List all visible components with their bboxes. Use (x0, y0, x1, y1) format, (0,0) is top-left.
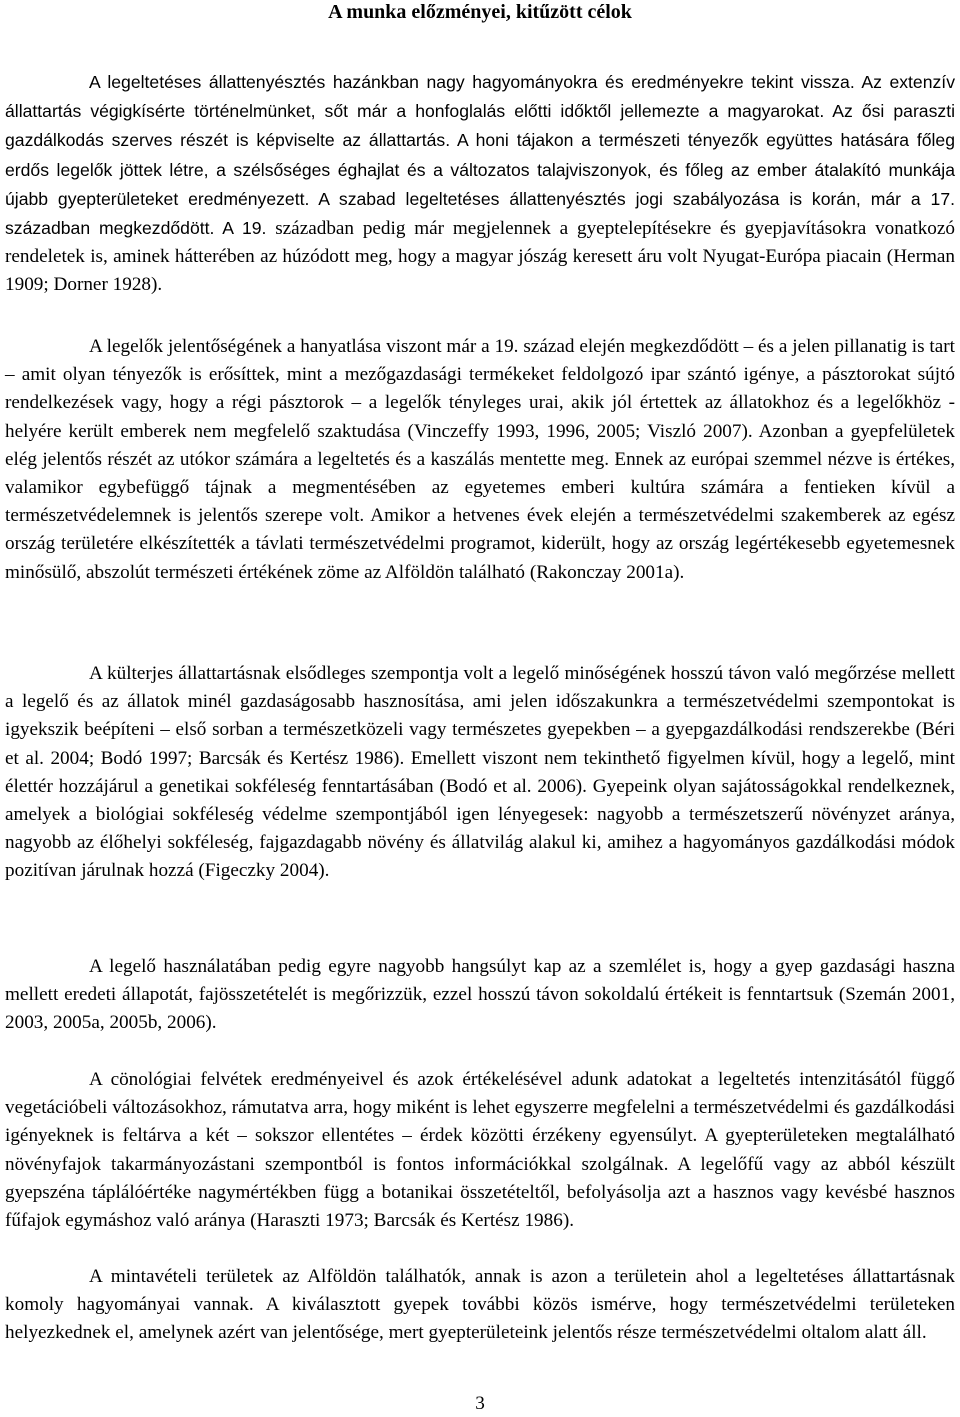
paragraph-6: A mintavételi területek az Alföldön találhatók, annak is azon a területein ahol a legeltetéses állattartásnak komoly hagyományai vannak. A kiválasztott gyepek további közös ismérve, hogy természetvédelmi területeken helyezkednek el, amelynek azért van jelentősége, mert gyepterületeink jelentős része természetvédelmi oltalom alatt áll. (5, 1266, 955, 1344)
paragraph-5: A cönológiai felvétek eredményeivel és azok értékelésével adunk adatokat a legeltetés intenzitásától függő vegetációbeli változásokhoz, rámutatva arra, hogy miként is lehet egyszerre megfelelni a természetvédelmi és gazdálkodási igényeknek is feltárva a két – sokszor ellentétes – érdek közötti érzékeny egyensúlyt. A gyepterületeken megtalálható növényfajok takarmányozástani szempontból is fontos információkkal szolgálnak. A legelőfű vagy az abból készült gyepszéna táplálóértéke nagymértékben függ a botanikai összetételtől, befolyásolja azt a hasznos vagy kevésbé hasznos fűfajok egymáshoz való aránya (Haraszti 1973; Barcsák és Kertész 1986). (5, 1069, 955, 1232)
paragraph-1-serif-part: században pedig már megjelennek a gyeptelepítésekre és gyepjavításokra vonatkozó rendeletek is, aminek hátterében az húzódott meg, hogy a magyar jószág keresett áru volt Nyugat-Európa piacain (Herman 1909; Dorner 1928). (5, 218, 955, 296)
paragraph-3: A külterjes állattartásnak elsődleges szempontja volt a legelő minőségének hosszú távon való megőrzése mellett a legelő és az állatok minél gazdaságosabb hasznosítása, ami jelen időszakunkra a természetvédelmi szempontokat is igyekszik beépíteni – első sorban a természetközeli vagy természetes gyepekben – a gyepgazdálkodási rendszerekbe (Béri et al. 2004; Bodó 1997; Barcsák és Kertész 1986). Emellett viszont nem tekinthető figyelmen kívül, hogy a legelő, mint élettér hozzájárul a genetikai sokféleség fenntartásában (Bodó et al. 2006). Gyepeink olyan sajátosságokkal rendelkeznek, amelyek a biológiai sokféleség védelme szempontjából igen lényegesek: nagyobb a természetszerű növényzet aránya, nagyobb az élőhelyi sokféleség, fajgazdagabb növény és állatvilág alakul ki, amihez a hagyományos gazdálkodási módok pozitívan járulnak hozzá (Figeczky 2004). (5, 663, 955, 882)
paragraph-1 (5, 68, 955, 300)
paragraph-4: A legelő használatában pedig egyre nagyobb hangsúlyt kap az a szemlélet is, hogy a gyep gazdasági haszna mellett eredeti állapotát, fajösszetételét is megőrizzük, ezzel hosszú távon sokoldalú értékeit is fenntartsuk (Szemán 2001, 2003, 2005a, 2005b, 2006). (5, 956, 955, 1034)
section-heading: A munka előzményei, kitűzött célok (328, 1, 632, 23)
paragraph-2: A legelők jelentőségének a hanyatlása viszont már a 19. század elején megkezdődött – és a jelen pillanatig is tart – amit olyan tényezők is erősíttek, mint a mezőgazdasági termékeket feldolgozó ipar szántó igénye, a pásztorokat sújtó rendelkezések vagy, hogy a régi pásztorok – a legelők tényleges urai, akik jól értettek az állatokhoz és a legelőkhöz - helyére került emberek nem megfelelő szaktudása (Vinczeffy 1993, 1996, 2005; Viszló 2007). Azonban a gyepfelületek elég jelentős részét az utókor számára a legeltetés és a kaszálás mentette meg. Ennek az európai szemmel nézve is értékes, valamikor egybefüggő tájnak a megmentésében az egyetemes emberi kultúra számára a fentieken kívül a természetvédelemnek is jelentős szerepe volt. Amikor a hetvenes évek elején a természetvédelmi szakemberek az egész ország területére elkészítették a távlati természetvédelmi programot, kiderült, hogy az ország legértékesebb egyetemesnek minősülő, abszolút természeti értékének zöme az Alföldön található (Rakonczay 2001a). (5, 336, 955, 583)
page-number: 3 (475, 1393, 485, 1414)
paragraph-1-sans-part: A legeltetéses állattenyésztés hazánkban nagy hagyományokra és eredményekre tekint vissza. Az extenzív állattartás végigkísérte történelmünket, sőt már a honfoglalás előtti időktől jellemezte a magyarokat. Az ősi paraszti gazdálkodás szerves részét is képviselte az állattartás. A honi tájakon a természeti tényezők együttes hatására főleg erdős legelők jöttek létre, a szélsőséges éghajlat és a változatos talajviszonyok, és főleg az ember átalakító munkája újabb gyepterületeket eredményezett. A szabad legeltetéses állattenyésztés jogi szabályozása is korán, már a 17. században megkezdődött. A 19. (5, 72, 955, 239)
